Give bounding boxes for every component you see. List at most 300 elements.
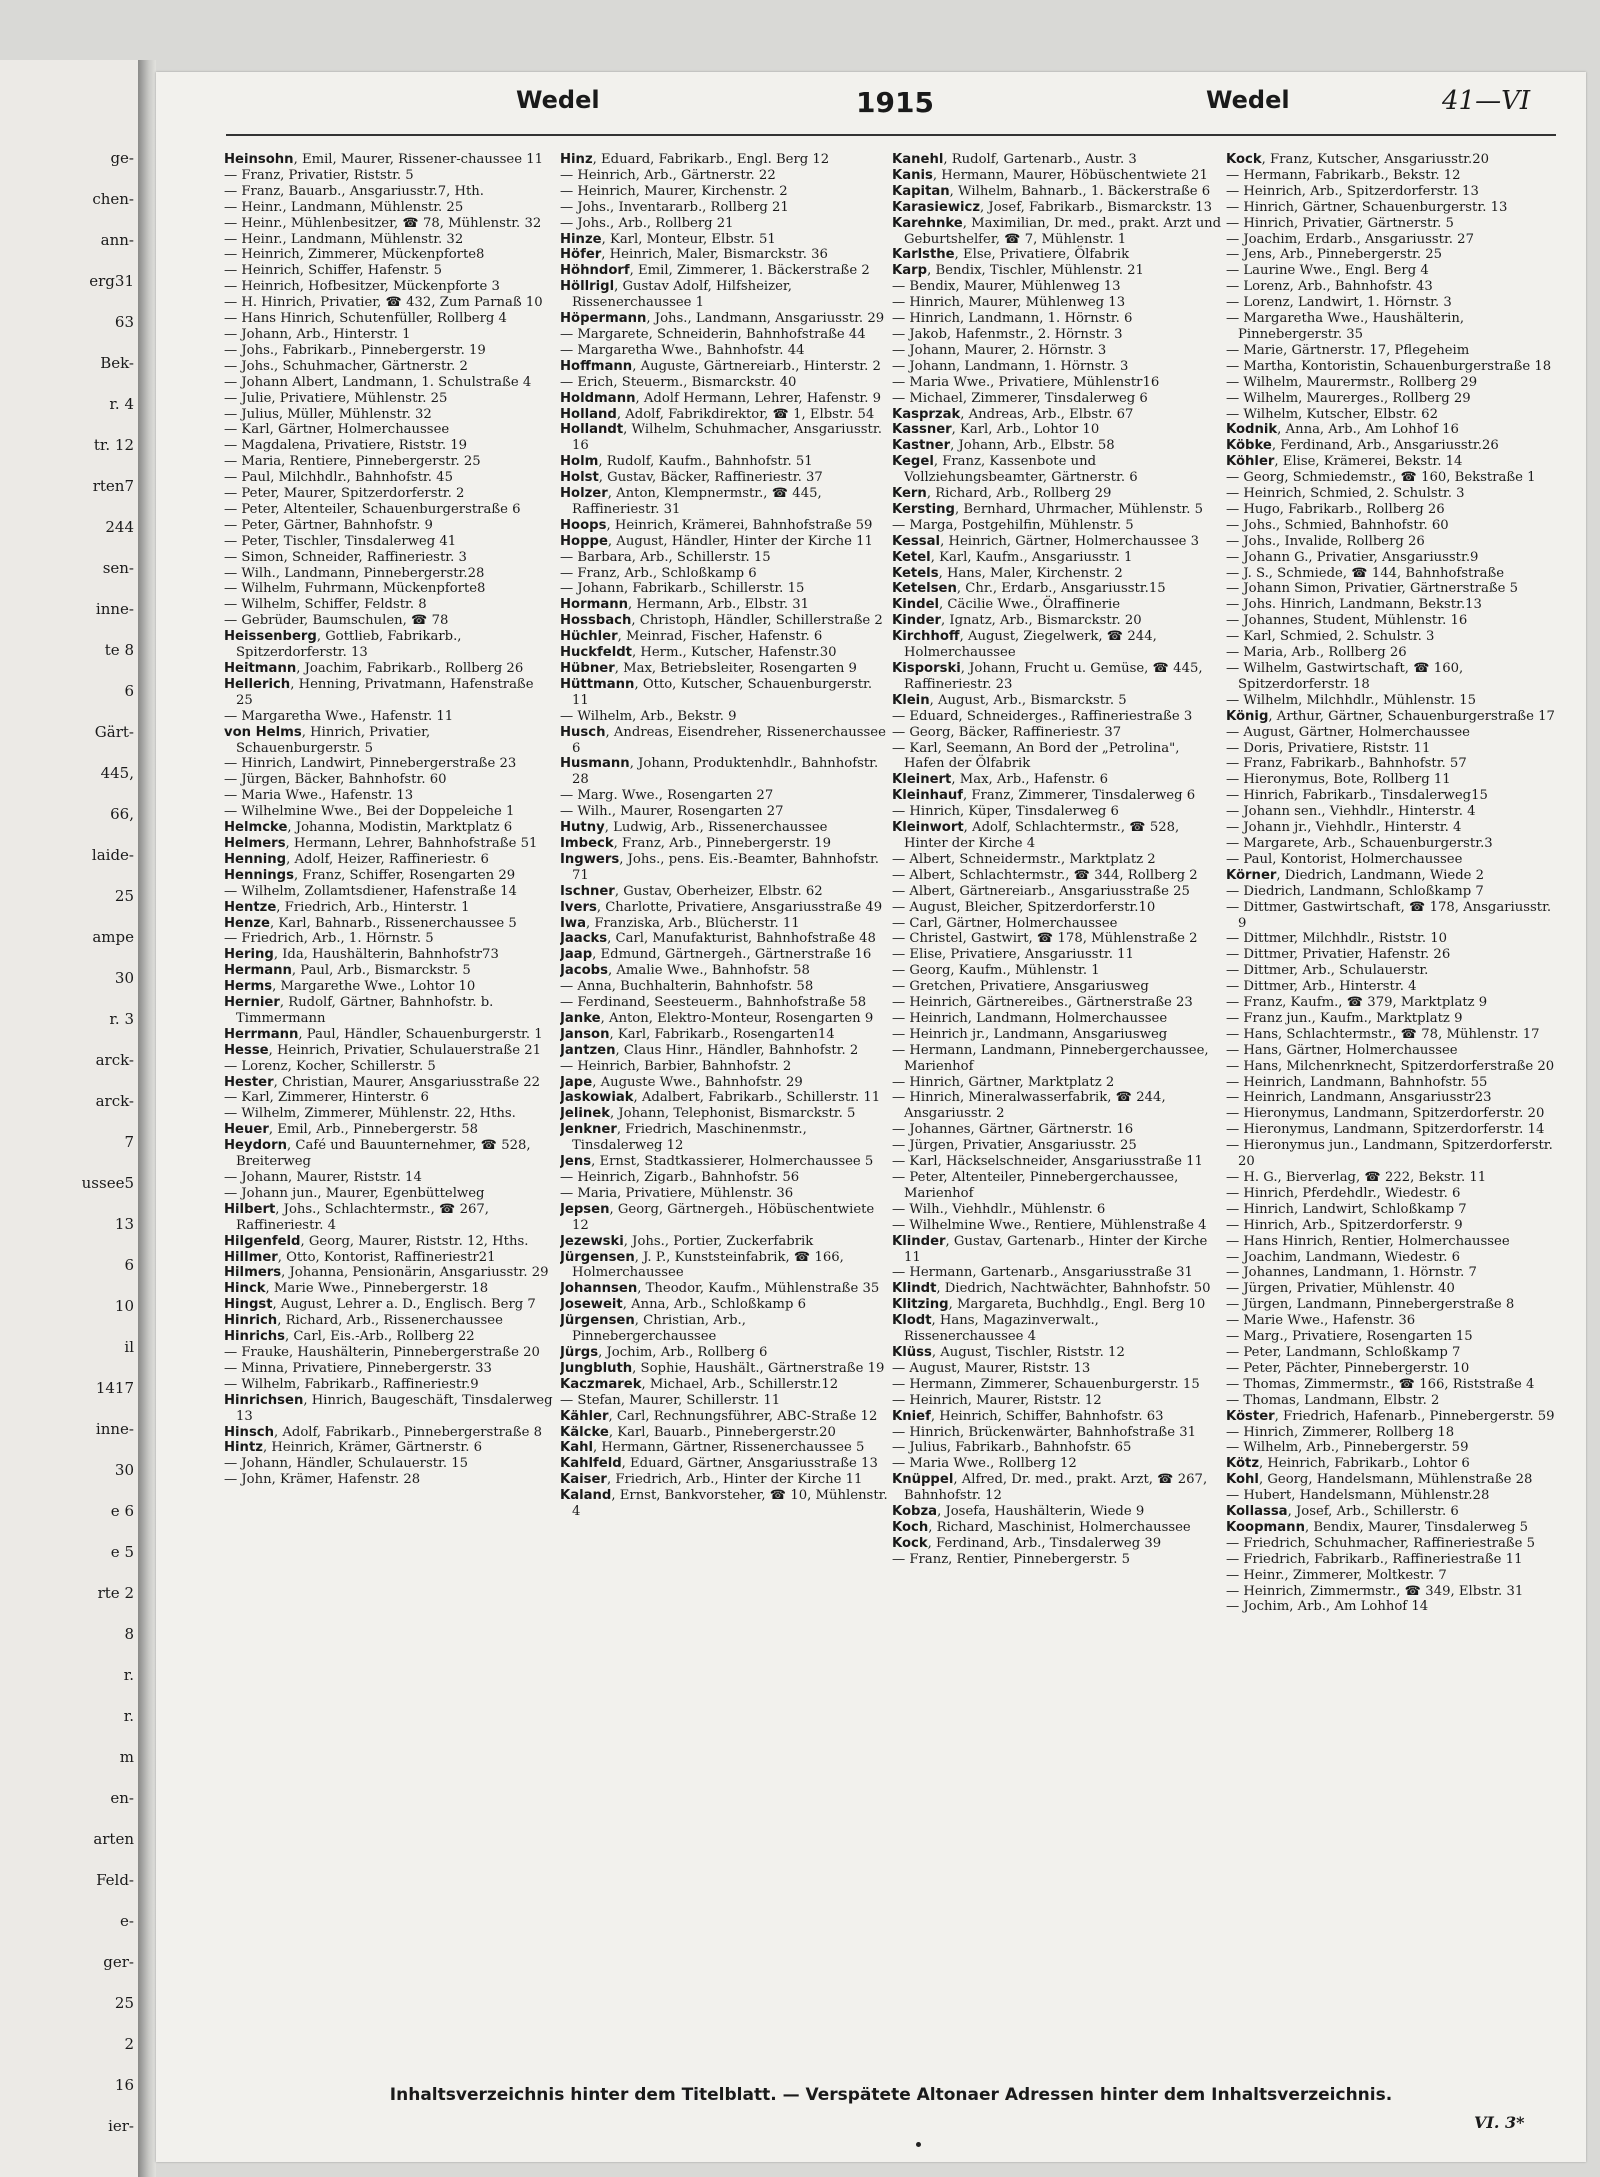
directory-entry: Jürgensen, Christian, Arb., Pinnebergerchaussee: [560, 1313, 746, 1345]
directory-entry: — Stefan, Maurer, Schillerstr. 11: [560, 1392, 781, 1408]
directory-entry: Herms, Margarethe Wwe., Lohtor 10: [224, 979, 476, 995]
directory-entry: — Hinrich, Gärtner, Schauenburgerstr. 13: [1226, 199, 1508, 215]
directory-entry: Hinrichs, Carl, Eis.-Arb., Rollberg 22: [224, 1329, 475, 1345]
directory-entry: — Hans Hinrich, Schutenfüller, Rollberg 4: [224, 311, 507, 327]
margin-fragment: te 8: [104, 641, 134, 659]
directory-entry: Kern, Richard, Arb., Rollberg 29: [892, 486, 1112, 502]
column-2: [560, 152, 890, 2067]
margin-fragment: 13: [114, 1215, 134, 1233]
directory-entry: Höfer, Heinrich, Maler, Bismarckstr. 36: [560, 247, 828, 263]
margin-fragment: 7: [124, 1133, 134, 1151]
directory-entry: — Franz, Bauarb., Ansgariusstr.7, Hth.: [224, 183, 484, 199]
directory-entry: — Paul, Milchhdlr., Bahnhofstr. 45: [224, 470, 453, 486]
directory-entry: Jürgensen, J. P., Kunststeinfabrik, ☎ 166, Holmerchaussee: [560, 1249, 844, 1281]
directory-entry: — Jürgen, Privatier, Ansgariusstr. 25: [892, 1138, 1137, 1154]
directory-entry: — Wilhelm, Gastwirtschaft, ☎ 160, Spitzerdorferstr. 18: [1226, 661, 1464, 692]
directory-entry: — Hinrich, Zimmerer, Rollberg 18: [1226, 1424, 1455, 1440]
directory-entry: — Dittmer, Milchhdlr., Riststr. 10: [1226, 931, 1448, 947]
directory-entry: — Johann, Fabrikarb., Schillerstr. 15: [560, 581, 805, 597]
directory-entry: Knief, Heinrich, Schiffer, Bahnhofstr. 63: [892, 1408, 1164, 1424]
directory-entry: Jungbluth, Sophie, Haushält., Gärtnerstraße 19: [560, 1360, 885, 1376]
directory-entry: — Heinrich, Maurer, Riststr. 12: [892, 1392, 1102, 1408]
directory-entry: — Maria, Privatiere, Mühlenstr. 36: [560, 1185, 794, 1201]
directory-entry: — Friedrich, Fabrikarb., Raffineriestraße 11: [1226, 1551, 1523, 1567]
directory-entry: — August, Maurer, Riststr. 13: [892, 1360, 1091, 1376]
margin-fragment: rte 2: [97, 1584, 134, 1602]
directory-entry: — Thomas, Zimmermstr., ☎ 166, Riststraße 4: [1226, 1376, 1535, 1392]
directory-entry: — Elise, Privatiere, Ansgariusstr. 11: [892, 947, 1134, 963]
directory-entry: — Hubert, Handelsmann, Mühlenstr.28: [1226, 1488, 1490, 1504]
directory-entry: — Albert, Schlachtermstr., ☎ 344, Rollberg 2: [892, 867, 1198, 883]
directory-entry: Köbke, Ferdinand, Arb., Ansgariusstr.26: [1226, 438, 1499, 454]
margin-fragment: 66,: [110, 805, 134, 823]
directory-entry: Hennings, Franz, Schiffer, Rosengarten 29: [224, 867, 516, 883]
directory-entry: — Jochim, Arb., Am Lohhof 14: [1226, 1599, 1429, 1615]
directory-entry: Koch, Richard, Maschinist, Holmerchaussee: [892, 1519, 1191, 1535]
directory-entry: — Joachim, Landmann, Wiedestr. 6: [1226, 1249, 1461, 1265]
directory-entry: Karasiewicz, Josef, Fabrikarb., Bismarckstr. 13: [892, 199, 1213, 215]
directory-entry: — Christel, Gastwirt, ☎ 178, Mühlenstraße 2: [892, 931, 1198, 947]
directory-entry: — Margarete, Schneiderin, Bahnhofstraße 44: [560, 326, 866, 342]
directory-entry: — Jakob, Hafenmstr., 2. Hörnstr. 3: [892, 326, 1123, 342]
directory-entry: — Dittmer, Arb., Schulauerstr.: [1226, 963, 1429, 979]
directory-entry: — Erich, Steuerm., Bismarckstr. 40: [560, 374, 797, 390]
margin-fragment: ampe: [92, 928, 134, 946]
directory-entry: — Hans, Milchenrknecht, Spitzerdorferstraße 20: [1226, 1058, 1555, 1074]
margin-fragment: r.: [123, 1666, 134, 1684]
margin-fragment: Feld-: [96, 1871, 134, 1889]
margin-fragment: 30: [114, 969, 134, 987]
directory-entry: Klitzing, Margareta, Buchhdlg., Engl. Berg 10: [892, 1297, 1206, 1313]
directory-entry: — Wilhelm, Milchhdlr., Mühlenstr. 15: [1226, 692, 1477, 708]
directory-entry: Höllrigl, Gustav Adolf, Hilfsheizer, Rissenerchaussee 1: [560, 279, 792, 311]
directory-entry: — Hinrich, Fabrikarb., Tinsdalerweg15: [1226, 788, 1488, 804]
directory-entry: — August, Gärtner, Holmerchaussee: [1226, 724, 1470, 740]
directory-entry: — Hinrich, Mineralwasserfabrik, ☎ 244, Ansgariusstr. 2: [892, 1090, 1166, 1122]
directory-entry: — Jürgen, Landmann, Pinnebergerstraße 8: [1226, 1297, 1515, 1313]
header-rule: [226, 134, 1556, 136]
directory-entry: — John, Krämer, Hafenstr. 28: [224, 1472, 421, 1488]
directory-entry: — Diedrich, Landmann, Schloßkamp 7: [1226, 883, 1484, 899]
margin-fragment: ger-: [103, 1953, 134, 1971]
directory-entry: Hinze, Karl, Monteur, Elbstr. 51: [560, 231, 776, 247]
directory-entry: Hintz, Heinrich, Krämer, Gärtnerstr. 6: [224, 1440, 482, 1456]
margin-fragment: ier-: [108, 2117, 134, 2135]
directory-entry: — Johs., Arb., Rollberg 21: [560, 215, 734, 231]
margin-fragment: 16: [114, 2076, 134, 2094]
directory-entry: — Lorenz, Kocher, Schillerstr. 5: [224, 1058, 436, 1074]
directory-entry: — Hieronymus, Landmann, Spitzerdorferstr. 14: [1226, 1122, 1545, 1138]
directory-entry: — Karl, Gärtner, Holmerchaussee: [224, 422, 450, 438]
directory-entry: — Michael, Zimmerer, Tinsdalerweg 6: [892, 390, 1148, 406]
directory-entry: — Simon, Schneider, Raffineriestr. 3: [224, 549, 467, 565]
directory-entry: Kisporski, Johann, Frucht u. Gemüse, ☎ 445, Raffineriestr. 23: [892, 661, 1203, 692]
directory-entry: Körner, Diedrich, Landmann, Wiede 2: [1226, 867, 1485, 883]
directory-entry: Klein, August, Arb., Bismarckstr. 5: [892, 692, 1127, 708]
directory-entry: von Helms, Hinrich, Privatier, Schauenburgerstr. 5: [224, 724, 431, 756]
directory-entry: Kasprzak, Andreas, Arb., Elbstr. 67: [892, 406, 1134, 422]
margin-fragment: Gärt-: [94, 723, 134, 741]
directory-entry: — Gebrüder, Baumschulen, ☎ 78: [224, 613, 449, 629]
directory-entry: Jens, Ernst, Stadtkassierer, Holmerchaussee 5: [560, 1154, 874, 1170]
directory-entry: Holdmann, Adolf Hermann, Lehrer, Hafenstr. 9: [560, 390, 882, 406]
directory-entry: — Jürgen, Privatier, Mühlenstr. 40: [1226, 1281, 1455, 1297]
margin-fragment: arten: [93, 1830, 134, 1848]
directory-entry: — Anna, Buchhalterin, Bahnhofstr. 58: [560, 979, 814, 995]
directory-entry: Hoppe, August, Händler, Hinter der Kirche 11: [560, 533, 873, 549]
margin-fragment: e-: [120, 1912, 134, 1930]
directory-entry: Kapitan, Wilhelm, Bahnarb., 1. Bäckerstraße 6: [892, 183, 1211, 199]
directory-entry: Knüppel, Alfred, Dr. med., prakt. Arzt, ☎ 267, Bahnhofstr. 12: [892, 1472, 1208, 1504]
directory-entry: Jape, Auguste Wwe., Bahnhofstr. 29: [560, 1074, 803, 1090]
directory-entry: — Gretchen, Privatiere, Ansgariusweg: [892, 979, 1149, 995]
margin-fragment: inne-: [95, 1420, 134, 1438]
signature-mark: VI. 3*: [1474, 2113, 1525, 2132]
directory-entry: — Heinrich, Zigarb., Bahnhofstr. 56: [560, 1170, 800, 1185]
footer-note: Inhaltsverzeichnis hinter dem Titelblatt. — Verspätete Altonaer Adressen hinter dem Inhaltsverzeichnis.: [389, 2085, 1393, 2105]
directory-entry: Jaskowiak, Adalbert, Fabrikarb., Schillerstr. 11: [560, 1090, 881, 1106]
directory-entry: — Hugo, Fabrikarb., Rollberg 26: [1226, 501, 1445, 517]
directory-entry: — Dittmer, Arb., Hinterstr. 4: [1226, 979, 1417, 995]
directory-entry: — Heinrich, Gärtnereibes., Gärtnerstraße 23: [892, 995, 1193, 1011]
directory-entry: — Heinr., Landmann, Mühlenstr. 32: [224, 231, 464, 247]
directory-entry: — Paul, Kontorist, Holmerchaussee: [1226, 851, 1463, 867]
margin-fragment: sen-: [102, 559, 134, 577]
directory-entry: Kock, Franz, Kutscher, Ansgariusstr.20: [1226, 152, 1489, 167]
directory-entry: Kock, Ferdinand, Arb., Tinsdalerweg 39: [892, 1535, 1162, 1551]
book-gutter: [138, 60, 156, 2177]
directory-entry: — Franz, Rentier, Pinnebergerstr. 5: [892, 1551, 1130, 1567]
directory-entry: Hinrich, Richard, Arb., Rissenerchaussee: [224, 1313, 503, 1329]
directory-entry: — Frauke, Haushälterin, Pinnebergerstraße 20: [224, 1344, 540, 1360]
directory-entry: — Dittmer, Privatier, Hafenstr. 26: [1226, 947, 1451, 963]
directory-entry: — Wilh., Viehhdlr., Mühlenstr. 6: [892, 1201, 1106, 1217]
directory-entry: Johannsen, Theodor, Kaufm., Mühlenstraße 35: [560, 1281, 880, 1297]
directory-entry: Henze, Karl, Bahnarb., Rissenerchaussee 5: [224, 915, 517, 931]
directory-entry: — Hermann, Fabrikarb., Bekstr. 12: [1226, 167, 1461, 183]
directory-entry: Kohl, Georg, Handelsmann, Mühlenstraße 28: [1226, 1472, 1533, 1488]
directory-entry: — Franz jun., Kaufm., Marktplatz 9: [1226, 1010, 1463, 1026]
directory-entry: — Franz, Privatier, Riststr. 5: [224, 167, 414, 183]
directory-entry: Kindel, Cäcilie Wwe., Ölraffinerie: [892, 597, 1121, 613]
margin-fragment: 10: [114, 1297, 134, 1315]
directory-entry: — Franz, Kaufm., ☎ 379, Marktplatz 9: [1226, 995, 1488, 1011]
directory-entry: — Maria Wwe., Privatiere, Mühlenstr16: [892, 374, 1160, 390]
margin-fragment: erg31: [89, 272, 134, 290]
directory-entry: Hollandt, Wilhelm, Schuhmacher, Ansgariusstr. 16: [560, 422, 882, 454]
directory-entry: — Heinrich, Landmann, Bahnhofstr. 55: [1226, 1074, 1488, 1090]
directory-entry: — Johs. Hinrich, Landmann, Bekstr.13: [1226, 597, 1482, 613]
directory-entry: Janson, Karl, Fabrikarb., Rosengarten14: [560, 1026, 835, 1042]
directory-entry: — Marg. Wwe., Rosengarten 27: [560, 788, 774, 804]
margin-fragment: r. 3: [109, 1010, 134, 1028]
margin-fragment: 244: [105, 518, 134, 536]
directory-entry: Kaczmarek, Michael, Arb., Schillerstr.12: [560, 1376, 839, 1392]
directory-entry: Holst, Gustav, Bäcker, Raffineriestr. 37: [560, 470, 823, 486]
directory-entry: Hutny, Ludwig, Arb., Rissenerchaussee: [560, 820, 828, 836]
directory-entry: Kaiser, Friedrich, Arb., Hinter der Kirche 11: [560, 1472, 863, 1488]
directory-entry: — Hans, Schlachtermstr., ☎ 78, Mühlenstr. 17: [1226, 1026, 1540, 1042]
directory-entry: Kessal, Heinrich, Gärtner, Holmerchaussee 3: [892, 533, 1200, 549]
directory-entry: Kersting, Bernhard, Uhrmacher, Mühlenstr. 5: [892, 501, 1203, 517]
directory-entry: Hilbert, Johs., Schlachtermstr., ☎ 267, Raffineriestr. 4: [224, 1201, 489, 1233]
directory-entry: Ketelsen, Chr., Erdarb., Ansgariusstr.15: [892, 581, 1166, 597]
directory-entry: — Heinr., Mühlenbesitzer, ☎ 78, Mühlenstr. 32: [224, 215, 542, 231]
directory-entry: Hellerich, Henning, Privatmann, Hafenstraße 25: [224, 676, 534, 708]
directory-entry: Karehnke, Maximilian, Dr. med., prakt. Arzt und Geburtshelfer, ☎ 7, Mühlenstr. 1: [892, 215, 1222, 247]
margin-fragment: laide-: [91, 846, 134, 864]
directory-entry: — Martha, Kontoristin, Schauenburgerstraße 18: [1226, 358, 1552, 374]
directory-entry: — Hinrich, Pferdehdlr., Wiedestr. 6: [1226, 1185, 1461, 1201]
page-header: [156, 86, 1586, 126]
margin-fragment: ge-: [110, 149, 134, 167]
directory-entry: Jelinek, Johann, Telephonist, Bismarckstr. 5: [560, 1106, 856, 1122]
directory-entry: — Marie, Gärtnerstr. 17, Pflegeheim: [1226, 342, 1470, 358]
directory-entry: — Johs., Inventararb., Rollberg 21: [560, 199, 789, 215]
directory-entry: Ketels, Hans, Maler, Kirchenstr. 2: [892, 565, 1123, 581]
directory-entry: — Johannes, Landmann, 1. Hörnstr. 7: [1226, 1265, 1477, 1281]
directory-entry: — H. Hinrich, Privatier, ☎ 432, Zum Parnaß 10: [224, 295, 543, 311]
directory-entry: Klüss, August, Tischler, Riststr. 12: [892, 1344, 1125, 1360]
directory-entry: — Karl, Zimmerer, Hinterstr. 6: [224, 1090, 429, 1106]
directory-entry: — Maria, Rentiere, Pinnebergerstr. 25: [224, 454, 481, 470]
directory-entry: — Wilhelmine Wwe., Bei der Doppeleiche 1: [224, 804, 515, 820]
margin-fragment: Bek-: [100, 354, 134, 372]
directory-entry: — Johannes, Student, Mühlenstr. 16: [1226, 613, 1468, 629]
directory-entry: — H. G., Bierverlag, ☎ 222, Bekstr. 11: [1226, 1170, 1487, 1185]
directory-entry: — Wilhelm, Maurerges., Rollberg 29: [1226, 390, 1471, 406]
directory-entry: — Hinrich, Brückenwärter, Bahnhofstraße 31: [892, 1424, 1197, 1440]
directory-entry: Kastner, Johann, Arb., Elbstr. 58: [892, 438, 1115, 454]
directory-entry: — Marga, Postgehilfin, Mühlenstr. 5: [892, 517, 1134, 533]
directory-entry: Jacobs, Amalie Wwe., Bahnhofstr. 58: [560, 963, 810, 979]
directory-entry: Hermann, Paul, Arb., Bismarckstr. 5: [224, 963, 471, 979]
margin-fragment: 2: [124, 2035, 134, 2053]
directory-entry: — Heinrich, Landmann, Ansgariusstr23: [1226, 1090, 1492, 1106]
directory-entry: — Doris, Privatiere, Riststr. 11: [1226, 740, 1431, 756]
directory-entry: — Heinrich, Landmann, Holmerchaussee: [892, 1010, 1168, 1026]
directory-entry: Kaland, Ernst, Bankvorsteher, ☎ 10, Mühlenstr. 4: [560, 1488, 888, 1520]
directory-entry: — Johs., Schuhmacher, Gärtnerstr. 2: [224, 358, 468, 374]
margin-fragment: tr. 12: [93, 436, 134, 454]
directory-entry: — Johann jr., Viehhdlr., Hinterstr. 4: [1226, 820, 1462, 836]
directory-entry: — Albert, Gärtnereiarb., Ansgariusstraße 25: [892, 883, 1190, 899]
directory-entry: — Johann, Arb., Hinterstr. 1: [224, 326, 411, 342]
directory-entry: Klodt, Hans, Magazinverwalt., Rissenerchaussee 4: [892, 1313, 1099, 1345]
directory-entry: — Marie Wwe., Hafenstr. 36: [1226, 1313, 1416, 1329]
directory-entry: Jürgs, Jochim, Arb., Rollberg 6: [560, 1344, 768, 1360]
directory-entry: Hillmer, Otto, Kontorist, Raffineriestr21: [224, 1249, 496, 1265]
directory-entry: — Heinrich, Arb., Gärtnerstr. 22: [560, 167, 776, 183]
directory-entry: — Johann, Landmann, 1. Hörnstr. 3: [892, 358, 1129, 374]
directory-entry: — Wilhelm, Fabrikarb., Raffineriestr.9: [224, 1376, 479, 1392]
directory-entry: — Heinrich, Zimmermstr., ☎ 349, Elbstr. 31: [1226, 1583, 1524, 1599]
directory-entry: Ingwers, Johs., pens. Eis.-Beamter, Bahnhofstr. 71: [560, 851, 879, 883]
directory-entry: Hübner, Max, Betriebsleiter, Rosengarten 9: [560, 661, 857, 676]
directory-entry: — Peter, Tischler, Tinsdalerweg 41: [224, 533, 457, 549]
directory-entry: Hinsch, Adolf, Fabrikarb., Pinnebergerstraße 8: [224, 1424, 542, 1440]
directory-entry: — Johs., Schmied, Bahnhofstr. 60: [1226, 517, 1449, 533]
directory-entry: — Julie, Privatiere, Mühlenstr. 25: [224, 390, 448, 406]
margin-fragment: inne-: [95, 600, 134, 618]
directory-entry: — Johs., Invalide, Rollberg 26: [1226, 533, 1425, 549]
directory-entry: Ivers, Charlotte, Privatiere, Ansgariusstraße 49: [560, 899, 883, 915]
directory-page: [156, 72, 1586, 2162]
directory-entry: — Wilhelm, Zimmerer, Mühlenstr. 22, Hths.: [224, 1106, 516, 1122]
directory-entry: — Ferdinand, Seesteuerm., Bahnhofstraße 58: [560, 995, 867, 1011]
margin-fragment: 63: [114, 313, 134, 331]
directory-entry: — Hinrich, Gärtner, Marktplatz 2: [892, 1074, 1115, 1090]
margin-fragment: arck-: [95, 1051, 134, 1069]
directory-entry: Kanehl, Rudolf, Gartenarb., Austr. 3: [892, 152, 1137, 167]
directory-entry: Hoffmann, Auguste, Gärtnereiarb., Hinterstr. 2: [560, 358, 881, 374]
directory-entry: Hilmers, Johanna, Pensionärin, Ansgariusstr. 29: [224, 1265, 549, 1281]
directory-entry: — Peter, Gärtner, Bahnhofstr. 9: [224, 517, 433, 533]
directory-entry: Heuer, Emil, Arb., Pinnebergerstr. 58: [224, 1122, 479, 1138]
directory-entry: Kälcke, Karl, Bauarb., Pinnebergerstr.20: [560, 1424, 836, 1440]
directory-entry: — Johannes, Gärtner, Gärtnerstr. 16: [892, 1122, 1134, 1138]
directory-entry: Heissenberg, Gottlieb, Fabrikarb., Spitzerdorferstr. 13: [224, 629, 462, 661]
margin-fragment: m: [119, 1748, 134, 1766]
margin-fragment: 6: [124, 1256, 134, 1274]
margin-fragment: 30: [114, 1461, 134, 1479]
directory-entry: — Hieronymus jun., Landmann, Spitzerdorferstr. 20: [1226, 1138, 1553, 1170]
directory-entry: — Heinrich, Zimmerer, Mückenpforte8: [224, 247, 485, 263]
directory-entry: — Karl, Seemann, An Bord der „Petrolina", Hafen der Ölfabrik: [892, 740, 1180, 772]
directory-entry: — Wilhelm, Schiffer, Feldstr. 8: [224, 597, 427, 613]
directory-entry: — Friedrich, Arb., 1. Hörnstr. 5: [224, 931, 434, 947]
directory-entry: — Peter, Maurer, Spitzerdorferstr. 2: [224, 486, 465, 502]
directory-entry: Hinck, Marie Wwe., Pinnebergerstr. 18: [224, 1281, 489, 1297]
directory-entry: — Magdalena, Privatiere, Riststr. 19: [224, 438, 468, 454]
directory-entry: — Johann jun., Maurer, Egenbüttelweg: [224, 1185, 485, 1201]
page-number: 41—VI: [1442, 86, 1531, 116]
directory-entry: Ischner, Gustav, Oberheizer, Elbstr. 62: [560, 883, 823, 899]
directory-entry: Kleinhauf, Franz, Zimmerer, Tinsdalerweg 6: [892, 788, 1196, 804]
directory-entry: Kahlfeld, Eduard, Gärtner, Ansgariusstraße 13: [560, 1456, 878, 1472]
directory-entry: Janke, Anton, Elektro-Monteur, Rosengarten 9: [560, 1010, 874, 1026]
directory-entry: — Hermann, Zimmerer, Schauenburgerstr. 15: [892, 1376, 1200, 1392]
directory-entry: Karp, Bendix, Tischler, Mühlenstr. 21: [892, 263, 1144, 279]
margin-fragment: 1417: [95, 1379, 134, 1397]
directory-entry: — Minna, Privatiere, Pinnebergerstr. 33: [224, 1360, 492, 1376]
directory-entry: — August, Bleicher, Spitzerdorferstr.10: [892, 899, 1156, 915]
directory-entry: Hüttmann, Otto, Kutscher, Schauenburgerstr. 11: [560, 676, 873, 708]
directory-entry: — Wilhelmine Wwe., Rentiere, Mühlenstraße 4: [892, 1217, 1207, 1233]
directory-entry: — Hinrich, Maurer, Mühlenweg 13: [892, 295, 1126, 311]
directory-entry: — Heinr., Landmann, Mühlenstr. 25: [224, 199, 464, 215]
directory-entry: — Joachim, Erdarb., Ansgariusstr. 27: [1226, 231, 1474, 247]
directory-entry: — Eduard, Schneiderges., Raffineriestraße 3: [892, 708, 1193, 724]
directory-entry: — Carl, Gärtner, Holmerchaussee: [892, 915, 1118, 931]
margin-fragment: ussee5: [81, 1174, 134, 1192]
directory-entry: Köhler, Elise, Krämerei, Bekstr. 14: [1226, 454, 1463, 470]
margin-fragment: chen-: [92, 190, 134, 208]
directory-entry: — Dittmer, Gastwirtschaft, ☎ 178, Ansgariusstr. 9: [1226, 899, 1552, 931]
directory-entry: Hilgenfeld, Georg, Maurer, Riststr. 12, Hths.: [224, 1233, 529, 1249]
directory-entry: Kähler, Carl, Rechnungsführer, ABC-Straße 12: [560, 1408, 878, 1424]
directory-entry: — Peter, Landmann, Schloßkamp 7: [1226, 1344, 1461, 1360]
directory-entry: — Lorenz, Landwirt, 1. Hörnstr. 3: [1226, 295, 1452, 311]
directory-entry: — Albert, Schneidermstr., Marktplatz 2: [892, 851, 1156, 867]
directory-entry: — Heinr., Zimmerer, Moltkestr. 7: [1226, 1567, 1447, 1583]
directory-entry: Kollassa, Josef, Arb., Schillerstr. 6: [1226, 1504, 1459, 1520]
column-3: [892, 152, 1222, 2067]
directory-entry: — Margaretha Wwe., Bahnhofstr. 44: [560, 342, 805, 358]
directory-entry: — Johann, Maurer, Riststr. 14: [224, 1170, 422, 1185]
directory-entry: — Hinrich, Landwirt, Pinnebergerstraße 23: [224, 756, 517, 772]
directory-entry: Imbeck, Franz, Arb., Pinnebergerstr. 19: [560, 835, 832, 851]
margin-fragment: e 5: [110, 1543, 134, 1561]
directory-entry: Hester, Christian, Maurer, Ansgariusstraße 22: [224, 1074, 541, 1090]
margin-fragment: 8: [124, 1625, 134, 1643]
directory-entry: — Thomas, Landmann, Elbstr. 2: [1226, 1392, 1440, 1408]
margin-fragment: ann-: [100, 231, 134, 249]
directory-entry: Hormann, Hermann, Arb., Elbstr. 31: [560, 597, 809, 613]
directory-entry: — Johann Albert, Landmann, 1. Schulstraße 4: [224, 374, 532, 390]
directory-entry: Höhndorf, Emil, Zimmerer, 1. Bäckerstraße 2: [560, 263, 870, 279]
directory-entry: — Hermann, Landmann, Pinnebergerchaussee, Marienhof: [892, 1042, 1209, 1074]
directory-entry: — Laurine Wwe., Engl. Berg 4: [1226, 263, 1429, 279]
directory-entry: — Hinrich, Küper, Tinsdalerweg 6: [892, 804, 1119, 820]
directory-entry: Hinrichsen, Hinrich, Baugeschäft, Tinsdalerweg 13: [224, 1392, 553, 1424]
directory-entry: — Johann G., Privatier, Ansgariusstr.9: [1226, 549, 1479, 565]
directory-entry: Hering, Ida, Haushälterin, Bahnhofstr73: [224, 947, 499, 963]
directory-entry: — Wilhelm, Zollamtsdiener, Hafenstraße 14: [224, 883, 517, 899]
directory-entry: Kleinert, Max, Arb., Hafenstr. 6: [892, 772, 1108, 788]
margin-fragment: r. 4: [109, 395, 134, 413]
directory-entry: Hesse, Heinrich, Privatier, Schulauerstraße 21: [224, 1042, 541, 1058]
margin-fragment: en-: [110, 1789, 134, 1807]
column-4: [1226, 152, 1556, 2067]
directory-entry: — Heinrich, Schiffer, Hafenstr. 5: [224, 263, 442, 279]
directory-entry: Kahl, Hermann, Gärtner, Rissenerchaussee 5: [560, 1440, 865, 1456]
directory-entry: Hingst, August, Lehrer a. D., Englisch. Berg 7: [224, 1297, 536, 1313]
directory-entry: Koopmann, Bendix, Maurer, Tinsdalerweg 5: [1226, 1519, 1529, 1535]
directory-entry: — Heinrich, Barbier, Bahnhofstr. 2: [560, 1058, 792, 1074]
directory-entry: — Heinrich, Arb., Spitzerdorferstr. 13: [1226, 183, 1479, 199]
directory-entry: — Georg, Schmiedemstr., ☎ 160, Bekstraße 1: [1226, 470, 1536, 486]
directory-entry: Höpermann, Johs., Landmann, Ansgariusstr. 29: [560, 311, 885, 327]
directory-entry: Hentze, Friedrich, Arb., Hinterstr. 1: [224, 899, 470, 915]
directory-entry: König, Arthur, Gärtner, Schauenburgerstraße 17: [1226, 708, 1555, 724]
directory-entry: Jezewski, Johs., Portier, Zuckerfabrik: [560, 1233, 814, 1249]
directory-entry: Kassner, Karl, Arb., Lohtor 10: [892, 422, 1100, 438]
margin-fragment: 25: [114, 887, 134, 905]
directory-entry: — Karl, Häckselschneider, Ansgariusstraße 11: [892, 1154, 1203, 1170]
directory-entry: Heitmann, Joachim, Fabrikarb., Rollberg 26: [224, 661, 524, 676]
directory-entry: — Hans, Gärtner, Holmerchaussee: [1226, 1042, 1458, 1058]
directory-entry: — Georg, Kaufm., Mühlenstr. 1: [892, 963, 1100, 979]
directory-entry: — Johann Simon, Privatier, Gärtnerstraße 5: [1226, 581, 1519, 597]
column-1: [224, 152, 554, 2067]
directory-entry: — Hinrich, Arb., Spitzerdorferstr. 9: [1226, 1217, 1463, 1233]
directory-entry: — Marg., Privatiere, Rosengarten 15: [1226, 1329, 1473, 1345]
margin-fragment: 25: [114, 1994, 134, 2012]
directory-entry: Heinsohn, Emil, Maurer, Rissener-chaussee 11: [224, 152, 544, 167]
directory-entry: Holland, Adolf, Fabrikdirektor, ☎ 1, Elbstr. 54: [560, 406, 875, 422]
directory-entry: Kodnik, Anna, Arb., Am Lohhof 16: [1226, 422, 1459, 438]
directory-entry: Helmcke, Johanna, Modistin, Marktplatz 6: [224, 820, 513, 836]
directory-entry: Jaap, Edmund, Gärtnergeh., Gärtnerstraße 16: [560, 947, 872, 963]
directory-entry: — Hinrich, Landwirt, Schloßkamp 7: [1226, 1201, 1467, 1217]
directory-entry: — Maria, Arb., Rollberg 26: [1226, 645, 1407, 661]
directory-entry: — Hermann, Gartenarb., Ansgariusstraße 31: [892, 1265, 1193, 1281]
directory-entry: — Hinrich, Landmann, 1. Hörnstr. 6: [892, 311, 1133, 327]
directory-entry: Herrmann, Paul, Händler, Schauenburgerstr. 1: [224, 1026, 543, 1042]
directory-entry: — Johs., Fabrikarb., Pinnebergerstr. 19: [224, 342, 486, 358]
directory-entry: — Jens, Arb., Pinnebergerstr. 25: [1226, 247, 1443, 263]
